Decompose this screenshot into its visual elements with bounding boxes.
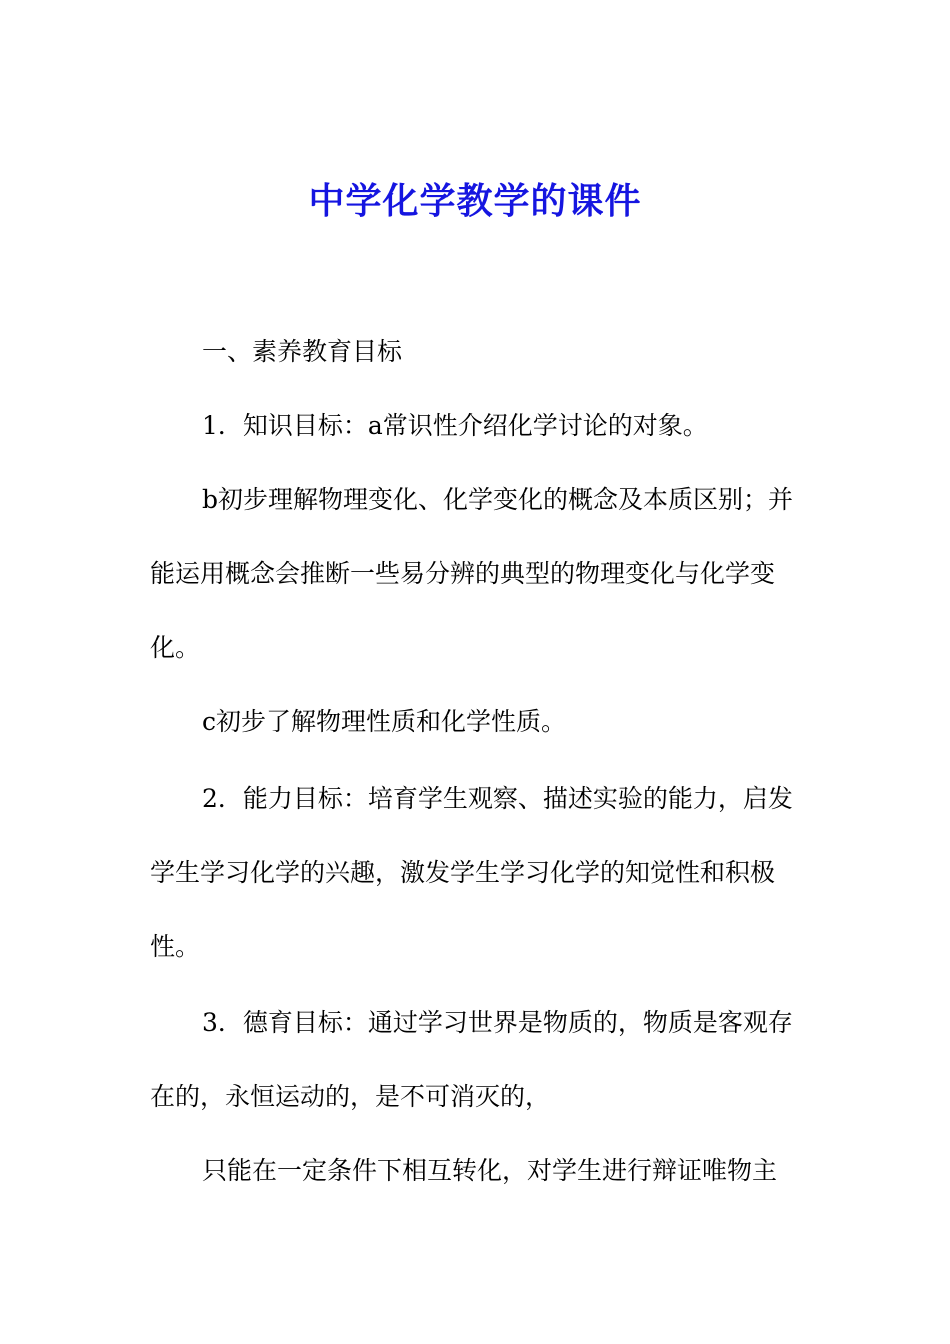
text-line: b初步理解物理变化、化学变化的概念及本质区别；并 — [202, 485, 794, 514]
document-title: 中学化学教学的课件 — [308, 181, 642, 222]
text-line: 3．德育目标：通过学习世界是物质的，物质是客观存 — [202, 1008, 793, 1037]
text-line: 能运用概念会推断一些易分辨的典型的物理变化与化学变 — [150, 559, 776, 588]
text-line: 只能在一定条件下相互转化，对学生进行辩证唯物主 — [202, 1156, 778, 1185]
text-line: 学生学习化学的兴趣，激发学生学习化学的知觉性和积极 — [150, 858, 776, 887]
text-line: 性。 — [150, 932, 201, 961]
text-line: 1．知识目标：a常识性介绍化学讨论的对象。 — [202, 411, 708, 440]
text-line: 在的，永恒运动的，是不可消灭的， — [150, 1082, 551, 1111]
text-line: c初步了解物理性质和化学性质。 — [202, 707, 567, 736]
text-line: 化。 — [150, 633, 201, 662]
text-line: 2．能力目标：培育学生观察、描述实验的能力，启发 — [202, 784, 793, 813]
section-heading: 一、素养教育目标 — [202, 337, 403, 366]
